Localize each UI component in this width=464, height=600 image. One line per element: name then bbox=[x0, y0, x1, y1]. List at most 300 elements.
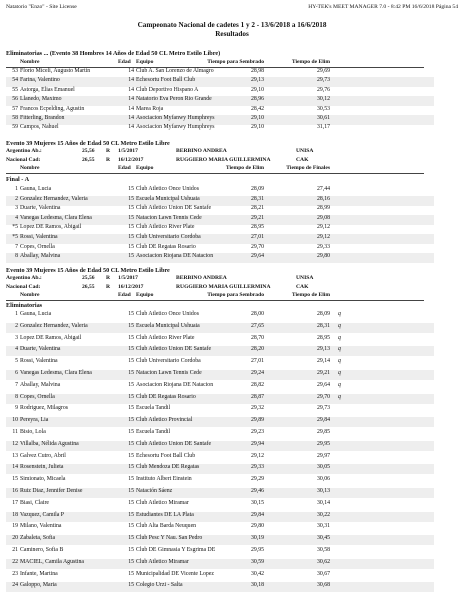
col-team: Equipo bbox=[136, 165, 154, 171]
row-name: Galoppo, Maria bbox=[20, 582, 57, 589]
table-row bbox=[6, 523, 434, 533]
row-result-time: 30,68 bbox=[316, 582, 330, 589]
row-age: 15 bbox=[128, 417, 134, 424]
row-age: 15 bbox=[128, 346, 134, 353]
col-seed: Tiempo de Elim bbox=[225, 165, 264, 171]
table-row bbox=[6, 215, 434, 225]
row-team: Asociacion Myfanwy Humphreys bbox=[136, 124, 215, 131]
row-team: Natacion Lawn Tennis Cede bbox=[136, 214, 202, 221]
row-result-time: 30,13 bbox=[316, 488, 330, 494]
row-team: Asociacion Riojana DE Natacion bbox=[136, 381, 214, 388]
row-name: Campos, Nahuel bbox=[20, 124, 59, 131]
row-place: 11 bbox=[12, 429, 18, 435]
row-seed-time: 29,84 bbox=[250, 511, 264, 518]
row-seed-time: 29,46 bbox=[250, 488, 264, 494]
row-place: 22 bbox=[12, 558, 18, 565]
row-seed-time: 29,12 bbox=[250, 452, 264, 459]
row-name: Astorga, Elias Emanuel bbox=[20, 86, 75, 93]
row-place: 2 bbox=[15, 195, 18, 202]
row-result-time: 29,12 bbox=[316, 234, 330, 240]
table-row bbox=[6, 453, 434, 463]
table-row bbox=[6, 186, 434, 196]
row-age: 15 bbox=[128, 311, 134, 317]
row-age: 14 bbox=[128, 77, 134, 84]
table-row bbox=[6, 253, 434, 263]
row-result-time: 30,58 bbox=[316, 547, 330, 553]
row-place: 1 bbox=[15, 311, 18, 317]
row-team: Club DE Regatas Rosario bbox=[136, 243, 196, 250]
row-name: Vanegas Ledesma, Clara Elena bbox=[20, 370, 92, 376]
row-name: Vazquez, Camila P bbox=[20, 511, 64, 518]
table-row bbox=[6, 429, 434, 439]
row-age: 15 bbox=[128, 370, 134, 376]
row-team: Club Universitario Cordoba bbox=[136, 358, 201, 365]
row-place: 14 bbox=[12, 464, 18, 471]
row-name: Gonzalez Hernandez, Valeria bbox=[20, 195, 88, 202]
s3-column-header bbox=[6, 292, 424, 301]
row-name: Lopez DE Ramos, Abigail bbox=[20, 334, 82, 341]
row-age: 15 bbox=[128, 322, 134, 329]
row-team: Instituto Albert Einstein bbox=[136, 476, 192, 483]
row-result-time: 30,12 bbox=[316, 96, 330, 103]
table-row bbox=[6, 417, 434, 427]
row-place: 10 bbox=[12, 417, 18, 424]
row-name: Aballay, Malvina bbox=[20, 253, 61, 260]
row-place: 53 bbox=[12, 68, 18, 74]
col-seed: Tiempo para Sembrado bbox=[207, 292, 264, 298]
s2-title: Evento 39 Mujeres 15 Años de Edad 50 CL Metro Estilo Libre bbox=[6, 140, 170, 147]
row-age: 14 bbox=[128, 68, 134, 74]
row-name: Florio Miceli, Augusto Martin bbox=[20, 68, 91, 74]
row-name: Biasi, Claire bbox=[20, 499, 49, 506]
row-result-time: 30,31 bbox=[316, 523, 330, 530]
row-result-time: 28,99 bbox=[316, 205, 330, 212]
row-team: Club Atletico Once Unidos bbox=[136, 186, 199, 192]
row-seed-time: 28,87 bbox=[250, 393, 264, 400]
row-seed-time: 28,31 bbox=[250, 195, 264, 202]
row-name: Francos Ecpelding, Agustin bbox=[20, 105, 85, 112]
row-team: Club Pesc Y Nau. San Pedro bbox=[136, 535, 203, 542]
row-age: 14 bbox=[128, 124, 134, 131]
row-team: Asociacion Myfanwy Humphreys bbox=[136, 115, 215, 121]
row-name: Rosenstein, Julieta bbox=[20, 464, 64, 471]
row-result-time: 29,73 bbox=[316, 405, 330, 412]
row-qualifier: q bbox=[338, 370, 341, 376]
row-place: 17 bbox=[12, 499, 18, 506]
row-name: Rossi, Valentina bbox=[20, 234, 58, 240]
row-qualifier: q bbox=[338, 381, 341, 388]
col-team: Equipo bbox=[136, 59, 154, 65]
row-result-time: 30,67 bbox=[316, 570, 330, 577]
row-team: Natación Sáenz bbox=[136, 488, 173, 494]
row-age: 15 bbox=[128, 243, 134, 250]
row-seed-time: 27,65 bbox=[250, 322, 264, 329]
row-result-time: 28,95 bbox=[316, 334, 330, 341]
row-name: Pereyra, Lia bbox=[20, 417, 49, 424]
row-seed-time: 28,42 bbox=[250, 105, 264, 112]
table-row bbox=[6, 394, 434, 404]
row-result-time: 29,69 bbox=[316, 68, 330, 74]
row-place: 12 bbox=[12, 440, 18, 447]
row-seed-time: 29,24 bbox=[250, 370, 264, 376]
row-age: 15 bbox=[128, 381, 134, 388]
row-name: Simionato, Micaela bbox=[20, 476, 66, 483]
row-team: Club Atletico Miramar bbox=[136, 558, 189, 565]
row-seed-time: 29,80 bbox=[250, 523, 264, 530]
row-name: Milano, Valentina bbox=[20, 523, 62, 530]
row-result-time: 30,61 bbox=[316, 115, 330, 121]
row-place: 7 bbox=[15, 381, 18, 388]
row-team: Club Deportivo Hispano A bbox=[136, 86, 199, 93]
row-place: 13 bbox=[12, 452, 18, 459]
row-team: Escuela Municipal Ushuaia bbox=[136, 322, 200, 329]
s1-column-header bbox=[6, 59, 424, 68]
row-result-time: 30,05 bbox=[316, 464, 330, 471]
row-team: Asociacion Riojana DE Natacion bbox=[136, 253, 214, 260]
row-place: 24 bbox=[12, 582, 18, 589]
col-age: Edad bbox=[118, 165, 131, 171]
row-team: Club Atletico Union DE Santafe bbox=[136, 205, 212, 212]
results-title: Resultados bbox=[215, 30, 249, 38]
row-age: 15 bbox=[128, 205, 134, 212]
row-age: 15 bbox=[128, 214, 134, 221]
row-name: Ruiz Diaz, Jennifer Denise bbox=[20, 488, 83, 494]
row-name: Rossi, Valentina bbox=[20, 358, 58, 365]
row-team: Club Atletico Once Unidos bbox=[136, 311, 199, 317]
row-seed-time: 29,95 bbox=[250, 547, 264, 553]
row-team: Club Alta Barda Neuquen bbox=[136, 523, 197, 530]
row-result-time: 28,31 bbox=[316, 322, 330, 329]
row-team: Club DE Regatas Rosario bbox=[136, 393, 196, 400]
row-qualifier: q bbox=[338, 358, 341, 365]
table-row bbox=[6, 205, 434, 215]
row-place: *5 bbox=[12, 234, 18, 240]
row-place: 8 bbox=[15, 253, 18, 260]
row-seed-time: 28,70 bbox=[250, 334, 264, 341]
row-age: 15 bbox=[128, 452, 134, 459]
row-seed-time: 29,32 bbox=[250, 405, 264, 412]
row-place: 8 bbox=[15, 393, 18, 400]
row-team: Colegio Urzi - Salta bbox=[136, 582, 183, 589]
row-result-time: 29,80 bbox=[316, 253, 330, 260]
row-age: 15 bbox=[128, 234, 134, 240]
row-result-time: 30,53 bbox=[316, 105, 330, 112]
row-place: 19 bbox=[12, 523, 18, 530]
row-team: Natacion Lawn Tennis Cede bbox=[136, 370, 202, 376]
row-team: Club DE Gimnasia Y Esgrima DE bbox=[136, 547, 216, 553]
row-place: 56 bbox=[12, 96, 18, 103]
row-age: 15 bbox=[128, 195, 134, 202]
row-name: MACIEL, Camila Agustina bbox=[20, 558, 84, 565]
row-seed-time: 29,64 bbox=[250, 253, 264, 260]
row-place: 4 bbox=[15, 346, 18, 353]
table-row bbox=[6, 346, 434, 356]
row-result-time: 29,70 bbox=[316, 393, 330, 400]
row-age: 15 bbox=[128, 358, 134, 365]
row-seed-time: 27,01 bbox=[250, 234, 264, 240]
s3-title: Evento 39 Mujeres 15 Años de Edad 50 CL Metro Estilo Libre bbox=[6, 267, 170, 274]
row-result-time: 29,21 bbox=[316, 370, 330, 376]
row-result-time: 31,17 bbox=[316, 124, 330, 131]
row-name: Duarte, Valentina bbox=[20, 346, 61, 353]
row-age: 15 bbox=[128, 488, 134, 494]
row-team: Club Universitario Cordoba bbox=[136, 234, 201, 240]
row-seed-time: 28,20 bbox=[250, 346, 264, 353]
row-team: Club Atletico Miramar bbox=[136, 499, 189, 506]
row-result-time: 29,14 bbox=[316, 358, 330, 365]
row-name: Rodriguez, Milagros bbox=[20, 405, 68, 412]
table-row bbox=[6, 441, 434, 451]
row-name: Copes, Ornella bbox=[20, 243, 55, 250]
table-row bbox=[6, 382, 434, 392]
row-place: 9 bbox=[15, 405, 18, 412]
col-finals: Tiempo de Finales bbox=[286, 165, 330, 171]
row-age: 14 bbox=[128, 105, 134, 112]
row-result-time: 30,06 bbox=[316, 476, 330, 483]
row-seed-time: 29,10 bbox=[250, 86, 264, 93]
table-row bbox=[6, 500, 434, 510]
row-name: Aballay, Malvina bbox=[20, 381, 61, 388]
row-place: 21 bbox=[12, 547, 18, 553]
row-name: Llanedo, Maximo bbox=[20, 96, 62, 103]
col-elim: Tiempo de Elim bbox=[291, 59, 330, 65]
row-place: 59 bbox=[12, 124, 18, 131]
row-qualifier: q bbox=[338, 346, 341, 353]
col-elim: Tiempo de Elim bbox=[291, 292, 330, 298]
row-age: 15 bbox=[128, 186, 134, 192]
meet-manager-stamp: HY-TEK's MEET MANAGER 7.0 - 8:42 PM 16/6/2018 Página 54 bbox=[308, 4, 458, 10]
table-row bbox=[6, 405, 434, 415]
row-place: 3 bbox=[15, 334, 18, 341]
row-team: Estudiantes DE LA Plata bbox=[136, 511, 194, 518]
row-age: 15 bbox=[128, 523, 134, 530]
row-team: Club Atletico Provincial bbox=[136, 417, 193, 424]
row-name: Fitterling, Brandon bbox=[20, 115, 65, 121]
row-result-time: 29,95 bbox=[316, 440, 330, 447]
row-seed-time: 29,94 bbox=[250, 440, 264, 447]
row-team: Club Atletico River Plate bbox=[136, 334, 195, 341]
site-license: Natatorio "Enzo" - Site License bbox=[6, 4, 77, 10]
row-name: Farina, Valentino bbox=[20, 77, 60, 84]
row-result-time: 29,13 bbox=[316, 346, 330, 353]
row-result-time: 28,16 bbox=[316, 195, 330, 202]
row-seed-time: 30,18 bbox=[250, 582, 264, 589]
row-seed-time: 27,01 bbox=[250, 358, 264, 365]
row-qualifier: q bbox=[338, 311, 341, 317]
s2-subtitle: Final - A bbox=[6, 176, 30, 183]
row-seed-time: 30,15 bbox=[250, 499, 264, 506]
row-name: Villalba, Nélida Agustina bbox=[20, 440, 79, 447]
row-seed-time: 29,10 bbox=[250, 124, 264, 131]
page-header bbox=[6, 4, 458, 14]
row-name: Gauna, Lucia bbox=[20, 311, 52, 317]
row-name: Infante, Martina bbox=[20, 570, 58, 577]
row-result-time: 29,85 bbox=[316, 429, 330, 435]
col-age: Edad bbox=[118, 59, 131, 65]
table-row bbox=[6, 224, 434, 234]
row-result-time: 29,12 bbox=[316, 224, 330, 231]
row-team: Escuela Tandil bbox=[136, 405, 171, 412]
row-name: Gauna, Lucia bbox=[20, 186, 52, 192]
row-name: Caminero, Sofia B bbox=[20, 547, 64, 553]
row-seed-time: 28,00 bbox=[250, 311, 264, 317]
col-name: Nombre bbox=[20, 165, 40, 171]
row-seed-time: 29,21 bbox=[250, 214, 264, 221]
row-place: 3 bbox=[15, 205, 18, 212]
row-result-time: 30,62 bbox=[316, 558, 330, 565]
row-result-time: 28,09 bbox=[316, 311, 330, 317]
row-seed-time: 28,82 bbox=[250, 381, 264, 388]
col-name: Nombre bbox=[20, 292, 40, 298]
table-row bbox=[6, 559, 434, 569]
row-name: Gonzalez Hernandez, Valeria bbox=[20, 322, 88, 329]
row-place: 18 bbox=[12, 511, 18, 518]
table-row bbox=[6, 311, 434, 321]
s3-subtitle: Eliminatorias bbox=[6, 302, 43, 309]
row-name: Galvez Cutro, Abril bbox=[20, 452, 66, 459]
row-seed-time: 28,96 bbox=[250, 96, 264, 103]
row-team: Marea Roja bbox=[136, 105, 164, 112]
row-place: 54 bbox=[12, 77, 18, 84]
table-row bbox=[6, 547, 434, 557]
row-age: 15 bbox=[128, 547, 134, 553]
row-place: 58 bbox=[12, 115, 18, 121]
row-result-time: 29,76 bbox=[316, 86, 330, 93]
row-age: 15 bbox=[128, 464, 134, 471]
row-qualifier: q bbox=[338, 393, 341, 400]
row-team: Echesortu Foot Ball Club bbox=[136, 77, 196, 84]
row-seed-time: 29,29 bbox=[250, 476, 264, 483]
row-age: 15 bbox=[128, 253, 134, 260]
row-age: 14 bbox=[128, 96, 134, 103]
row-age: 15 bbox=[128, 476, 134, 483]
table-row bbox=[6, 464, 434, 474]
col-name: Nombre bbox=[20, 59, 40, 65]
row-place: 57 bbox=[12, 105, 18, 112]
row-name: Copes, Ornella bbox=[20, 393, 55, 400]
row-seed-time: 29,23 bbox=[250, 429, 264, 435]
table-row bbox=[6, 234, 434, 244]
table-row bbox=[6, 582, 434, 592]
row-result-time: 29,08 bbox=[316, 214, 330, 221]
table-row bbox=[6, 335, 434, 345]
row-seed-time: 29,10 bbox=[250, 115, 264, 121]
row-name: Vanegas Ledesma, Clara Elena bbox=[20, 214, 92, 221]
table-row bbox=[6, 196, 434, 206]
row-result-time: 29,97 bbox=[316, 452, 330, 459]
row-seed-time: 28,09 bbox=[250, 186, 264, 192]
row-age: 15 bbox=[128, 511, 134, 518]
table-row bbox=[6, 358, 434, 368]
row-seed-time: 28,95 bbox=[250, 224, 264, 231]
row-result-time: 30,14 bbox=[316, 499, 330, 506]
row-qualifier: q bbox=[338, 322, 341, 329]
row-age: 15 bbox=[128, 224, 134, 231]
table-row bbox=[6, 476, 434, 486]
row-team: Club Atletico Union DE Santafe bbox=[136, 440, 212, 447]
row-place: 16 bbox=[12, 488, 18, 494]
row-team: Municipalidad DE Vicente Lopez bbox=[136, 570, 214, 577]
table-row bbox=[6, 244, 434, 254]
row-place: 15 bbox=[12, 476, 18, 483]
row-seed-time: 30,59 bbox=[250, 558, 264, 565]
row-age: 15 bbox=[128, 558, 134, 565]
row-place: *5 bbox=[12, 224, 18, 231]
s1-title: Eliminatorias ... (Evento 38 Hombres 14 Años de Edad 50 CL Metro Estilo Libre) bbox=[6, 50, 221, 57]
row-seed-time: 29,70 bbox=[250, 243, 264, 250]
row-age: 15 bbox=[128, 405, 134, 412]
row-place: 23 bbox=[12, 570, 18, 577]
table-row bbox=[6, 571, 434, 581]
row-qualifier: q bbox=[338, 334, 341, 341]
row-place: 55 bbox=[12, 86, 18, 93]
row-age: 15 bbox=[128, 570, 134, 577]
row-seed-time: 29,89 bbox=[250, 417, 264, 424]
table-row bbox=[6, 124, 434, 134]
row-name: Lopez DE Ramos, Abigail bbox=[20, 224, 82, 231]
table-row bbox=[6, 488, 434, 498]
row-seed-time: 29,13 bbox=[250, 77, 264, 84]
row-name: Bisio, Lola bbox=[20, 429, 46, 435]
row-place: 2 bbox=[15, 322, 18, 329]
row-result-time: 29,73 bbox=[316, 77, 330, 84]
row-place: 6 bbox=[15, 370, 18, 376]
col-team: Equipo bbox=[136, 292, 154, 298]
row-seed-time: 30,19 bbox=[250, 535, 264, 542]
row-team: Natatorio Eva Peron Rio Grande bbox=[136, 96, 212, 103]
table-row bbox=[6, 370, 434, 380]
row-team: Escuela Municipal Ushuaia bbox=[136, 195, 200, 202]
row-result-time: 30,22 bbox=[316, 511, 330, 518]
row-seed-time: 28,21 bbox=[250, 205, 264, 212]
row-team: Escuela Tandil bbox=[136, 429, 171, 435]
row-seed-time: 30,42 bbox=[250, 570, 264, 577]
row-place: 5 bbox=[15, 358, 18, 365]
col-seed: Tiempo para Sembrado bbox=[207, 59, 264, 65]
row-result-time: 29,64 bbox=[316, 381, 330, 388]
row-name: Duarte, Valentina bbox=[20, 205, 61, 212]
table-row bbox=[6, 512, 434, 522]
row-team: Club Mendoza DE Regatas bbox=[136, 464, 200, 471]
row-result-time: 27,44 bbox=[316, 186, 330, 192]
row-age: 15 bbox=[128, 582, 134, 589]
row-age: 15 bbox=[128, 499, 134, 506]
row-team: Club Atletico River Plate bbox=[136, 224, 195, 231]
table-row bbox=[6, 535, 434, 545]
row-seed-time: 28,98 bbox=[250, 68, 264, 74]
row-age: 15 bbox=[128, 440, 134, 447]
row-age: 14 bbox=[128, 115, 134, 121]
row-age: 15 bbox=[128, 429, 134, 435]
s2-column-header bbox=[6, 165, 424, 174]
row-team: Echesortu Foot Ball Club bbox=[136, 452, 196, 459]
row-result-time: 29,33 bbox=[316, 243, 330, 250]
row-team: Club Atletico Union DE Santafe bbox=[136, 346, 212, 353]
meet-title: Campeonato Nacional de cadetes 1 y 2 - 13/6/2018 a 16/6/2018 bbox=[137, 21, 327, 29]
row-age: 15 bbox=[128, 393, 134, 400]
row-result-time: 29,84 bbox=[316, 417, 330, 424]
col-age: Edad bbox=[118, 292, 131, 298]
row-team: Club A. San Lorenzo de Almagro bbox=[136, 68, 214, 74]
table-row bbox=[6, 323, 434, 333]
row-result-time: 30,45 bbox=[316, 535, 330, 542]
row-place: 4 bbox=[15, 214, 18, 221]
row-age: 15 bbox=[128, 535, 134, 542]
row-place: 7 bbox=[15, 243, 18, 250]
row-age: 14 bbox=[128, 86, 134, 93]
row-seed-time: 29,33 bbox=[250, 464, 264, 471]
row-place: 1 bbox=[15, 186, 18, 192]
